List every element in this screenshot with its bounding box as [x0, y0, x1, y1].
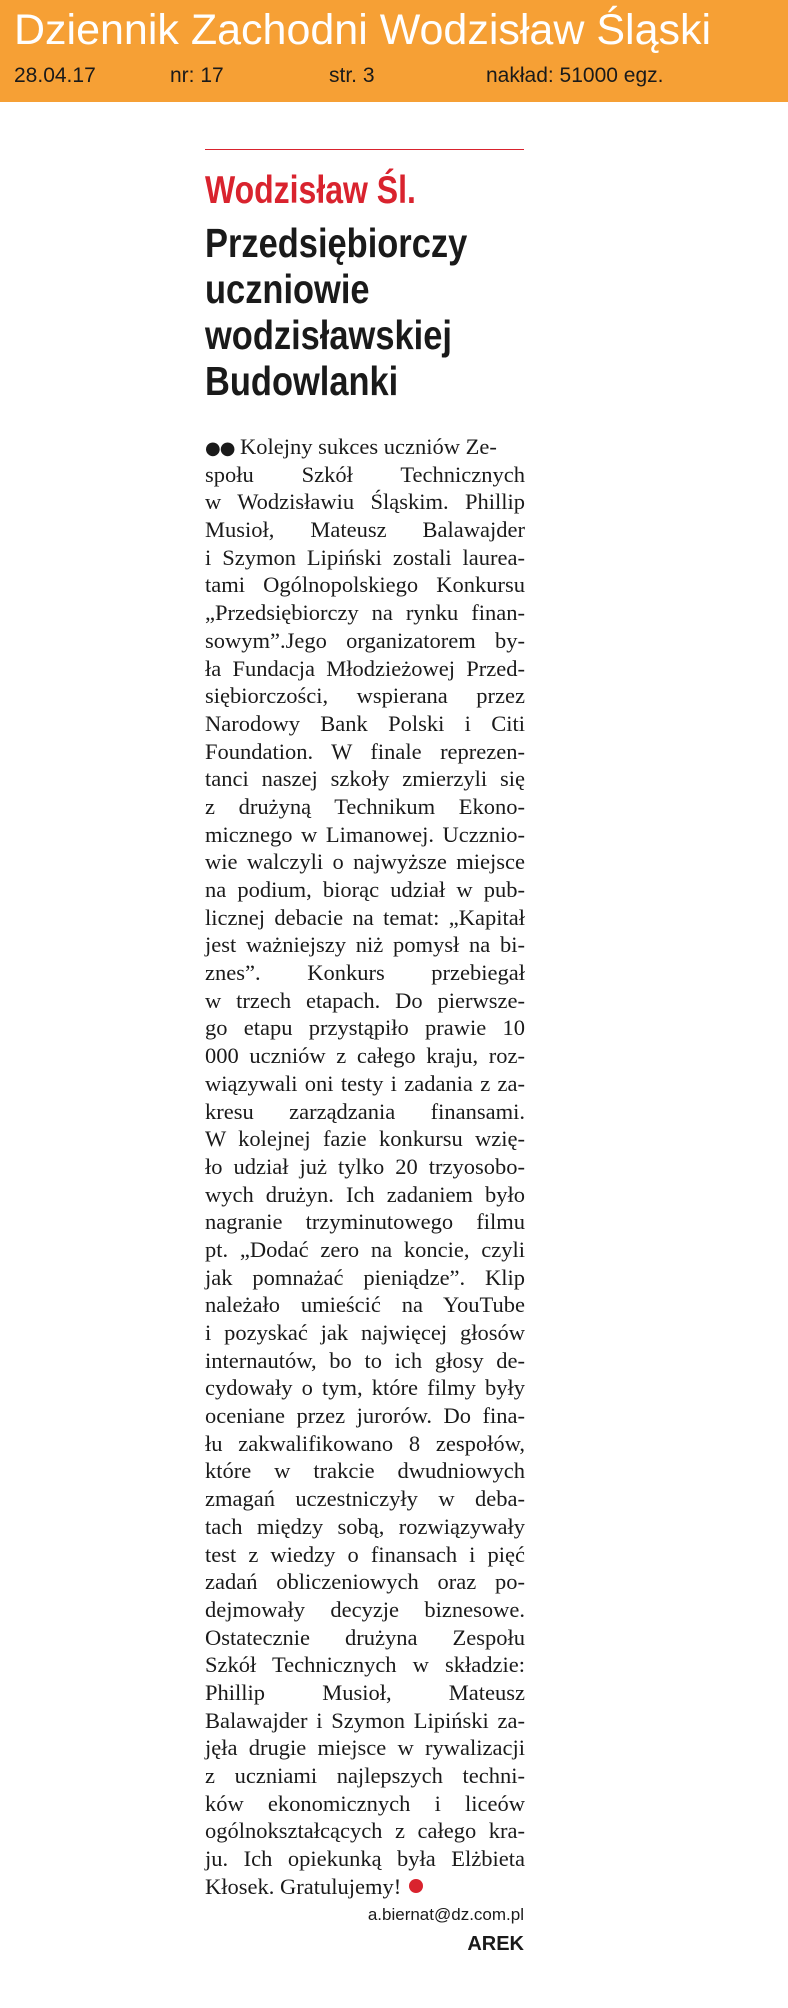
article-line [205, 1181, 525, 1209]
section-label: Wodzisław Śl. [205, 169, 416, 212]
article-line-text: jak pomnażać pieniądze”. Klip [205, 1264, 525, 1290]
headline-line: Przedsiębiorczy [205, 220, 468, 266]
lead-bullet-icon: ●● [205, 438, 235, 459]
article-line [205, 1374, 525, 1402]
article-line [205, 1457, 525, 1485]
article-line-text: i pozyskać jak najwięcej głosów [205, 1320, 525, 1345]
article-line-text: jęła drugie miejsce w rywalizacji [205, 1735, 525, 1761]
article-line-text: cydowały o tym, które filmy były [205, 1375, 525, 1401]
article-line-text: które w trakcie dwudniowych [205, 1458, 525, 1484]
issue-date: 28.04.17 [14, 64, 96, 87]
page-number: str. 3 [329, 64, 375, 87]
article-line [205, 1236, 525, 1264]
article-line-text: wych drużyn. Ich zadaniem było [205, 1181, 525, 1207]
article-line [205, 1291, 525, 1319]
article-line-text: tami Ogólnopolskiego Konkursu [205, 572, 525, 598]
article-line [205, 1513, 525, 1541]
article-line-text: ogólnokształcących z całego kra- [205, 1818, 525, 1844]
article-line-text: internautów, bo to ich głosy de- [205, 1347, 525, 1373]
article-line-text: zmagań uczestniczyły w deba- [205, 1486, 525, 1512]
article-line [205, 765, 525, 793]
article-line-text: znes”. Konkurs przebiegał [205, 960, 525, 986]
article-line-text: tanci naszej szkoły zmierzyli się [205, 766, 525, 792]
article-line [205, 710, 525, 738]
article-line-text: Foundation. W finale reprezen- [205, 738, 525, 764]
article-line-text: W kolejnej fazie konkursu wzię- [205, 1126, 525, 1152]
article-line-text: oceniane przez jurorów. Do fina- [205, 1403, 525, 1429]
article-line-text: ła Fundacja Młodzieżowej Przed- [205, 655, 525, 681]
article-line [205, 1208, 525, 1236]
article-line-text: nagranie trzyminutowego filmu [205, 1209, 525, 1235]
article-line-text: zadań obliczeniowych oraz po- [205, 1569, 525, 1595]
article-line-text: społu Szkół Technicznych [205, 461, 525, 487]
article-line [205, 461, 525, 489]
article-line [205, 793, 525, 821]
article-line-text: i Szymon Lipiński zostali laurea- [205, 544, 525, 570]
article-line-text: licznej debacie na temat: „Kapitał [205, 904, 525, 930]
article-line [205, 987, 525, 1015]
article-line-text: Phillip Musioł, Mateusz [205, 1679, 525, 1705]
author-email: a.biernat@dz.com.pl [367, 1905, 524, 1924]
article-line-text: w Wodzisławiu Śląskim. Phillip [205, 489, 525, 515]
article-line-text: jest ważniejszy niż pomysł na bi- [205, 932, 525, 958]
article-line-text: Ostatecznie drużyna Zespołu [205, 1624, 525, 1650]
article-line-text: na podium, biorąc udział w pub- [205, 877, 525, 902]
headline-line: wodzisławskiej [205, 312, 452, 358]
section-divider [205, 149, 524, 150]
article-line [205, 1679, 525, 1707]
article-line [205, 1817, 525, 1845]
article-line [205, 1707, 525, 1735]
article-line [205, 544, 525, 572]
article-line [205, 1153, 525, 1181]
article-line-text: Szkół Technicznych w składzie: [205, 1652, 525, 1678]
article-line [205, 1347, 525, 1375]
article-line-text: z drużyną Technikum Ekono- [205, 793, 525, 819]
article-line-text: należało umieścić na YouTube [205, 1292, 525, 1318]
article-line [205, 959, 525, 987]
article-line-text: micznego w Limanowej. Uczznio- [205, 821, 525, 847]
article-line [205, 1790, 525, 1818]
article-line [205, 1070, 525, 1098]
article-line [205, 1762, 525, 1790]
article-line-text: Narodowy Bank Polski i Citi [205, 710, 525, 736]
article-line-text: łu zakwalifikowano 8 zespołów, [205, 1430, 525, 1456]
article-line [205, 821, 525, 849]
article-line [205, 1651, 525, 1679]
article-line-text: dejmowały decyzje biznesowe. [205, 1596, 525, 1622]
article-headline [205, 220, 541, 404]
article-line-text: ju. Ich opiekunką była Elżbieta [205, 1846, 525, 1872]
article-line [205, 1596, 525, 1624]
article-line-text: siębiorczości, wspierana przez [205, 683, 525, 709]
article-line [205, 433, 525, 461]
article-line [205, 1402, 525, 1430]
article-line-text: Balawajder i Szymon Lipiński za- [205, 1707, 525, 1733]
article-line-text: 000 uczniów z całego kraju, roz- [205, 1043, 525, 1069]
author-signature: AREK [467, 1933, 524, 1955]
article-line-text: wie walczyli o najwyższe miejsce [205, 849, 525, 875]
article-line-text: wiązywali oni testy i zadania z za- [205, 1070, 525, 1096]
article-line-text: go etapu przystąpiło prawie 10 [205, 1015, 525, 1041]
article-line [205, 627, 525, 655]
article-line [205, 1319, 525, 1347]
article-line [205, 1873, 525, 1901]
article-line-text: test z wiedzy o finansach i pięć [205, 1541, 525, 1567]
article-line [205, 488, 525, 516]
end-mark-icon [409, 1879, 423, 1893]
issue-number: nr: 17 [170, 64, 224, 87]
article-line [205, 876, 525, 904]
article-line [205, 1568, 525, 1596]
article-line-text: w trzech etapach. Do pierwsze- [205, 987, 525, 1013]
article-line-text: Kolejny sukces uczniów Ze- [240, 434, 497, 459]
article-body [205, 433, 525, 1900]
article-line [205, 516, 525, 544]
article-line-text: ło udział już tylko 20 trzyosobo- [205, 1153, 525, 1179]
article-line [205, 1125, 525, 1153]
article-line-text: z uczniami najlepszych techni- [205, 1763, 525, 1788]
article-line-text: kresu zarządzania finansami. [205, 1098, 525, 1124]
article-line [205, 1541, 525, 1569]
article-line-text: Kłosek. Gratulujemy! [205, 1873, 402, 1899]
article-line [205, 1430, 525, 1458]
article-line [205, 682, 525, 710]
article-line [205, 571, 525, 599]
article-line-text: tach między sobą, rozwiązywały [205, 1513, 525, 1539]
article-line-text: „Przedsiębiorczy na rynku finan- [205, 600, 525, 626]
article-line [205, 738, 525, 766]
article-line [205, 1624, 525, 1652]
article-line-text: pt. „Dodać zero na koncie, czyli [205, 1236, 525, 1262]
article-line [205, 599, 525, 627]
article-line [205, 848, 525, 876]
newspaper-title: Dziennik Zachodni Wodzisław Śląski [14, 6, 712, 54]
article-line [205, 1042, 525, 1070]
headline-line: Budowlanki [205, 358, 399, 404]
article-line [205, 1014, 525, 1042]
article-line [205, 1845, 525, 1873]
circulation: nakład: 51000 egz. [486, 64, 664, 87]
article-line [205, 1098, 525, 1126]
article-line [205, 655, 525, 683]
article-line-text: ków ekonomicznych i liceów [205, 1790, 525, 1816]
headline-line: uczniowie [205, 266, 370, 312]
newspaper-header-banner [0, 0, 788, 102]
article-line [205, 1734, 525, 1762]
article-line-text: Musioł, Mateusz Balawajder [205, 517, 525, 543]
article-line [205, 1264, 525, 1292]
article-line [205, 1485, 525, 1513]
article-line [205, 904, 525, 932]
article-line-text: sowym”.Jego organizatorem by- [205, 627, 525, 653]
article-line [205, 931, 525, 959]
